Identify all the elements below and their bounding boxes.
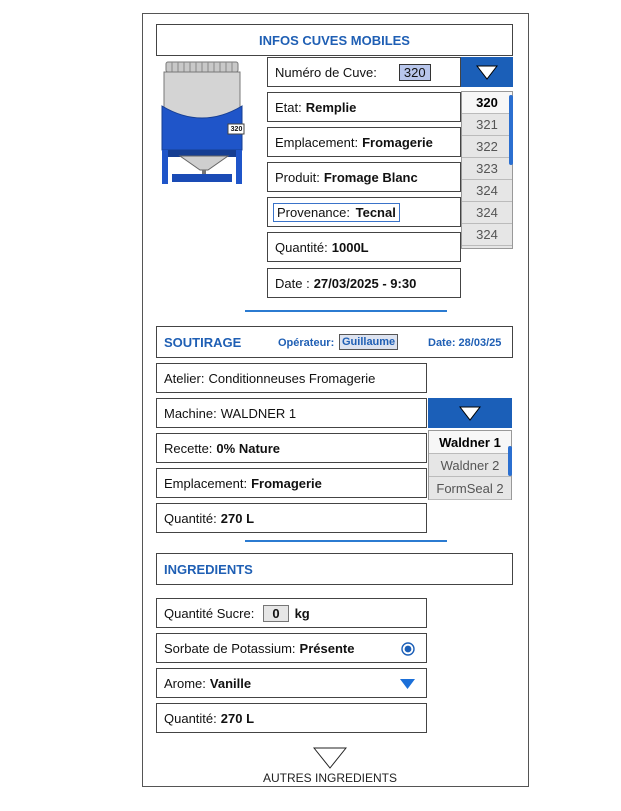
machine-option[interactable]: Waldner 1 [429,431,511,454]
provenance-field [267,197,461,227]
infos-header [156,24,513,56]
produit-field [267,162,461,192]
sucre-input[interactable]: 0 [263,605,288,622]
ingredients-quantite-label: Quantité: [164,710,217,726]
soutirage-emplacement-label: Emplacement: [164,475,248,491]
recette-field [156,433,427,463]
provenance-input[interactable] [273,203,400,222]
machine-value: WALDNER 1 [220,405,297,421]
cuve-option[interactable]: 321 [462,114,512,136]
ingredients-quantite-value: 270 L [220,710,255,726]
caret-down-icon[interactable] [400,679,415,689]
soutirage-emplacement-value: Fromagerie [251,475,322,491]
arome-field[interactable] [156,668,427,698]
produit-value: Fromage Blanc [323,169,418,185]
numero-cuve-dropdown-button[interactable] [461,57,513,87]
machine-dropdown-list [428,430,512,500]
machine-option[interactable]: Waldner 2 [429,454,511,477]
cuve-option[interactable]: 320 [462,92,512,114]
cuve-option[interactable]: 322 [462,136,512,158]
etat-field [267,92,461,122]
atelier-label: Atelier: [164,370,205,386]
numero-cuve-field [267,57,461,87]
sorbate-label: Sorbate de Potassium: [164,640,296,656]
ingredients-title: INGREDIENTS [164,561,253,577]
machine-list-scrollbar[interactable] [508,446,512,476]
operateur-input[interactable]: Guillaume [339,334,398,350]
cuve-list-scrollbar[interactable] [509,95,513,165]
sorbate-field [156,633,427,663]
etat-label: Etat: [275,99,302,115]
soutirage-header [156,326,513,358]
arome-label: Arome: [164,675,206,691]
emplacement-label: Emplacement: [275,134,359,150]
cuve-option[interactable]: 323 [462,158,512,180]
recette-label: Recette: [164,440,213,456]
soutirage-quantite-field [156,503,427,533]
produit-label: Produit: [275,169,320,185]
date-value: 27/03/2025 - 9:30 [313,275,417,291]
numero-cuve-label: Numéro de Cuve: [275,64,377,80]
emplacement-field [267,127,461,157]
emplacement-value: Fromagerie [362,134,433,150]
triangle-down-icon [476,65,498,80]
autres-ingredients-button[interactable]: AUTRES INGREDIENTS [262,771,397,785]
machine-option[interactable]: FormSeal 2 [429,477,511,500]
provenance-label: Provenance: [277,204,350,220]
sucre-field [156,598,427,628]
radio-button-icon[interactable] [401,642,415,656]
quantite-label: Quantité: [275,239,328,255]
ingredients-header [156,553,513,585]
cuve-option[interactable]: 324 [462,202,512,224]
soutirage-title: SOUTIRAGE [164,335,242,350]
infos-title: INFOS CUVES MOBILES [259,32,410,48]
quantite-field [267,232,461,262]
soutirage-quantite-label: Quantité: [164,510,217,526]
separator-line [245,310,447,312]
date-field [267,268,461,298]
recette-value: 0% Nature [216,440,280,456]
sucre-label: Quantité Sucre: [164,605,255,621]
machine-label: Machine: [164,405,217,421]
machine-dropdown-button[interactable] [428,398,512,428]
numero-cuve-value[interactable]: 320 [399,64,431,81]
tank-number-badge: 320 [230,126,243,133]
quantite-value: 1000L [331,239,369,255]
separator-line [245,540,447,542]
cuve-dropdown-list [461,91,513,249]
machine-field [156,398,427,428]
atelier-field [156,363,427,393]
ingredients-quantite-field [156,703,427,733]
sorbate-value: Présente [299,640,355,656]
tank-image [158,58,248,188]
soutirage-emplacement-field [156,468,427,498]
cuve-option[interactable]: 324 [462,180,512,202]
cuve-option[interactable]: 324 [462,224,512,246]
provenance-value: Tecnal [355,204,396,220]
expand-triangle-icon[interactable] [313,747,347,769]
date-label: Date : [275,275,310,291]
soutirage-date: Date: 28/03/25 [428,337,502,349]
arome-value: Vanille [209,675,252,691]
sucre-unit: kg [294,605,310,621]
soutirage-quantite-value: 270 L [220,510,255,526]
triangle-down-icon [459,406,481,421]
atelier-value: Conditionneuses Fromagerie [208,370,376,386]
etat-value: Remplie [305,99,357,115]
operateur-label: Opérateur: [278,337,335,349]
